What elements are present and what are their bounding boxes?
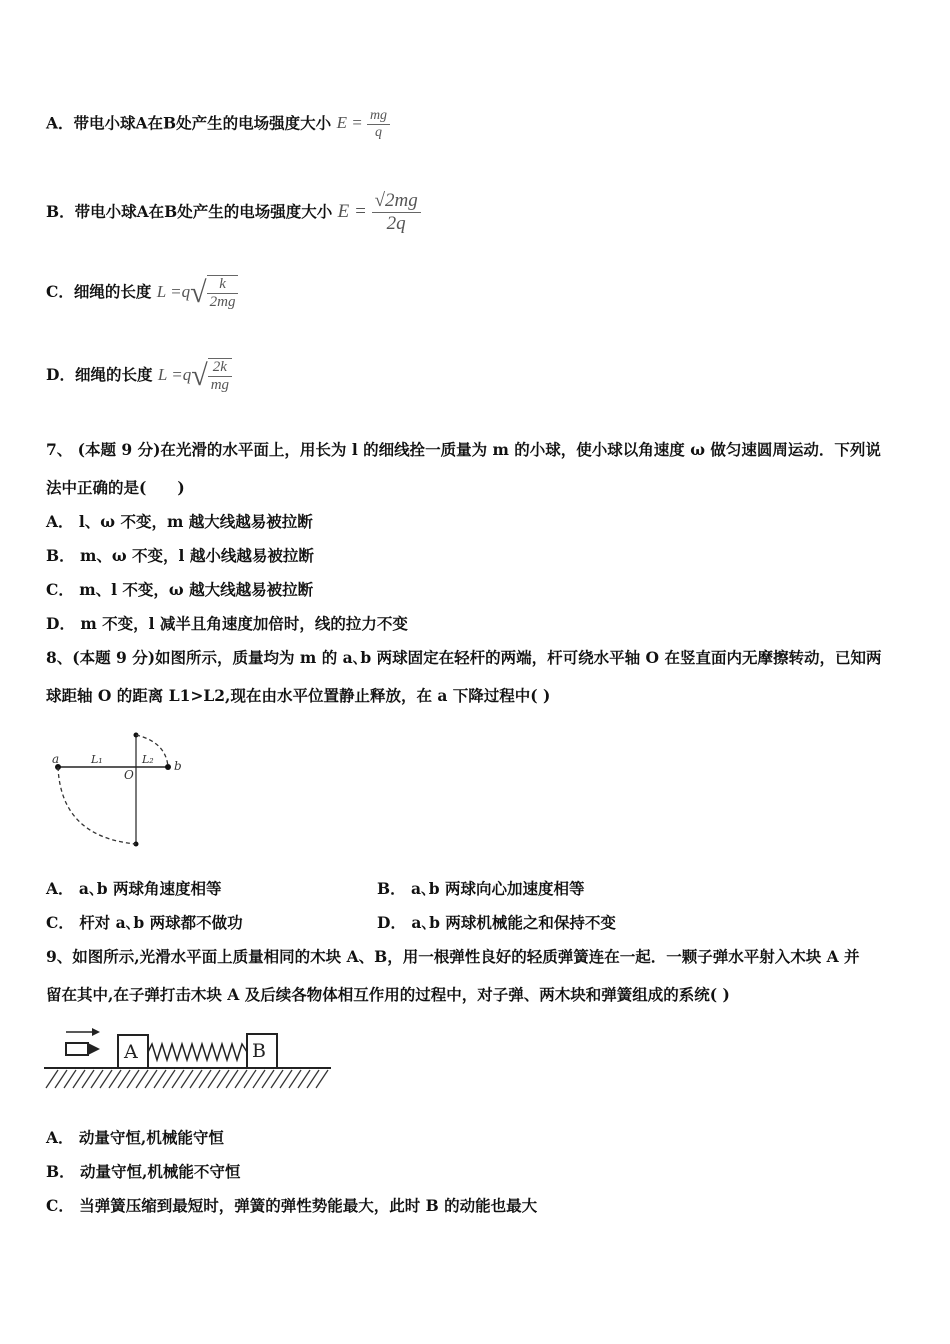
sqrt-sign: √ <box>191 359 208 392</box>
sqrt-sign: √ <box>190 276 207 309</box>
q8-stem-line-1: 8、(本题 9 分)如图所示，质量均为 m 的 a､b 两球固定在轻杆的两端，杆可绕水平轴 O 在竖直面内无摩擦转动，已知两 <box>46 648 882 667</box>
formula-lhs: E = <box>337 200 367 222</box>
formula-denominator: mg <box>210 377 230 393</box>
q6-option-b-formula <box>337 190 421 234</box>
q9-stem-line-2: 留在其中,在子弹打击木块 A 及后续各物体相互作用的过程中，对子弹、两木块和弹簧组成的系统( ) <box>46 985 730 1004</box>
q6-option-c <box>46 275 238 311</box>
ball-b <box>165 764 171 770</box>
q8-option-c: C． 杆对 a､b 两球都不做功 <box>46 913 243 932</box>
q7-option-b: B． m、ω 不变，l 越小线越易被拉断 <box>46 546 314 565</box>
label-a: a <box>52 752 60 766</box>
q8-option-d: D． a､b 两球机械能之和保持不变 <box>377 913 616 932</box>
q8-rod-diagram <box>46 722 196 852</box>
q8-option-b: B． a､b 两球向心加速度相等 <box>377 879 585 898</box>
q6-option-a-formula <box>336 108 390 140</box>
formula-denominator: 2mg <box>209 294 236 310</box>
q6-option-d <box>46 358 232 394</box>
q7-stem-line-2: 法中正确的是( ) <box>46 478 185 497</box>
q6-option-a-text: 带电小球A在B处产生的电场强度大小 <box>73 113 332 133</box>
q9-spring-block-diagram <box>44 1024 334 1094</box>
label-o: O <box>124 768 134 782</box>
block-a-label: A <box>124 1041 138 1063</box>
formula-lhs: L =q <box>157 364 192 384</box>
q6-option-c-text: 细绳的长度 <box>73 281 152 301</box>
q6-option-c-formula <box>156 276 239 310</box>
bullet <box>66 1043 88 1055</box>
bullet-direction-arrow-head <box>92 1028 100 1036</box>
bullet-tip <box>88 1043 100 1055</box>
formula-denominator: 2q <box>386 213 406 234</box>
q9-option-b: B． 动量守恒,机械能不守恒 <box>46 1162 241 1181</box>
spring <box>148 1044 247 1060</box>
q6-option-b-label: B． <box>46 201 75 221</box>
label-l1: L₁ <box>91 753 103 766</box>
label-l2: L₂ <box>142 753 154 766</box>
q8-stem-line-2: 球距轴 O 的距离 L1>L2,现在由水平位置静止释放，在 a 下降过程中( ) <box>46 686 551 705</box>
q7-option-d: D． m 不变，l 减半且角速度加倍时，线的拉力不变 <box>46 614 408 633</box>
formula-numerator: k <box>207 276 239 294</box>
q6-option-d-text: 细绳的长度 <box>74 364 153 384</box>
q9-option-c: C． 当弹簧压缩到最短时，弹簧的弹性势能最大，此时 B 的动能也最大 <box>46 1196 538 1215</box>
q7-option-c: C． m、l 不变，ω 越大线越易被拉断 <box>46 580 314 599</box>
q7-stem-line-1: 7、 (本题 9 分)在光滑的水平面上，用长为 l 的细线拴一质量为 m 的小球，使小球以角速度 ω 做匀速圆周运动．下列说 <box>46 440 881 459</box>
floor-hatching <box>46 1070 328 1088</box>
q6-option-d-formula <box>157 359 232 393</box>
q6-option-b <box>46 190 421 235</box>
q6-option-b-text: 带电小球A在B处产生的电场强度大小 <box>74 201 333 221</box>
q6-option-d-label: D． <box>46 364 75 384</box>
formula-lhs: L =q <box>156 281 191 301</box>
block-b-label: B <box>252 1040 266 1062</box>
q8-option-a: A． a､b 两球角速度相等 <box>46 879 222 898</box>
q9-option-a: A． 动量守恒,机械能守恒 <box>46 1128 224 1147</box>
q6-option-a <box>46 108 390 141</box>
formula-denominator: q <box>375 125 382 140</box>
formula-lhs: E = <box>336 113 363 133</box>
formula-numerator: √2mg <box>372 190 421 213</box>
q6-option-c-label: C． <box>46 281 74 301</box>
q7-option-a: A． l、ω 不变，m 越大线越易被拉断 <box>46 512 313 531</box>
formula-numerator: 2k <box>208 359 232 377</box>
label-b: b <box>174 759 182 773</box>
q6-option-a-label: A． <box>46 113 74 133</box>
formula-numerator: mg <box>367 108 390 125</box>
q9-stem-line-1: 9、如图所示,光滑水平面上质量相同的木块 A、B，用一根弹性良好的轻质弹簧连在一起．一颗子弹水平射入木块 A 并 <box>46 947 860 966</box>
